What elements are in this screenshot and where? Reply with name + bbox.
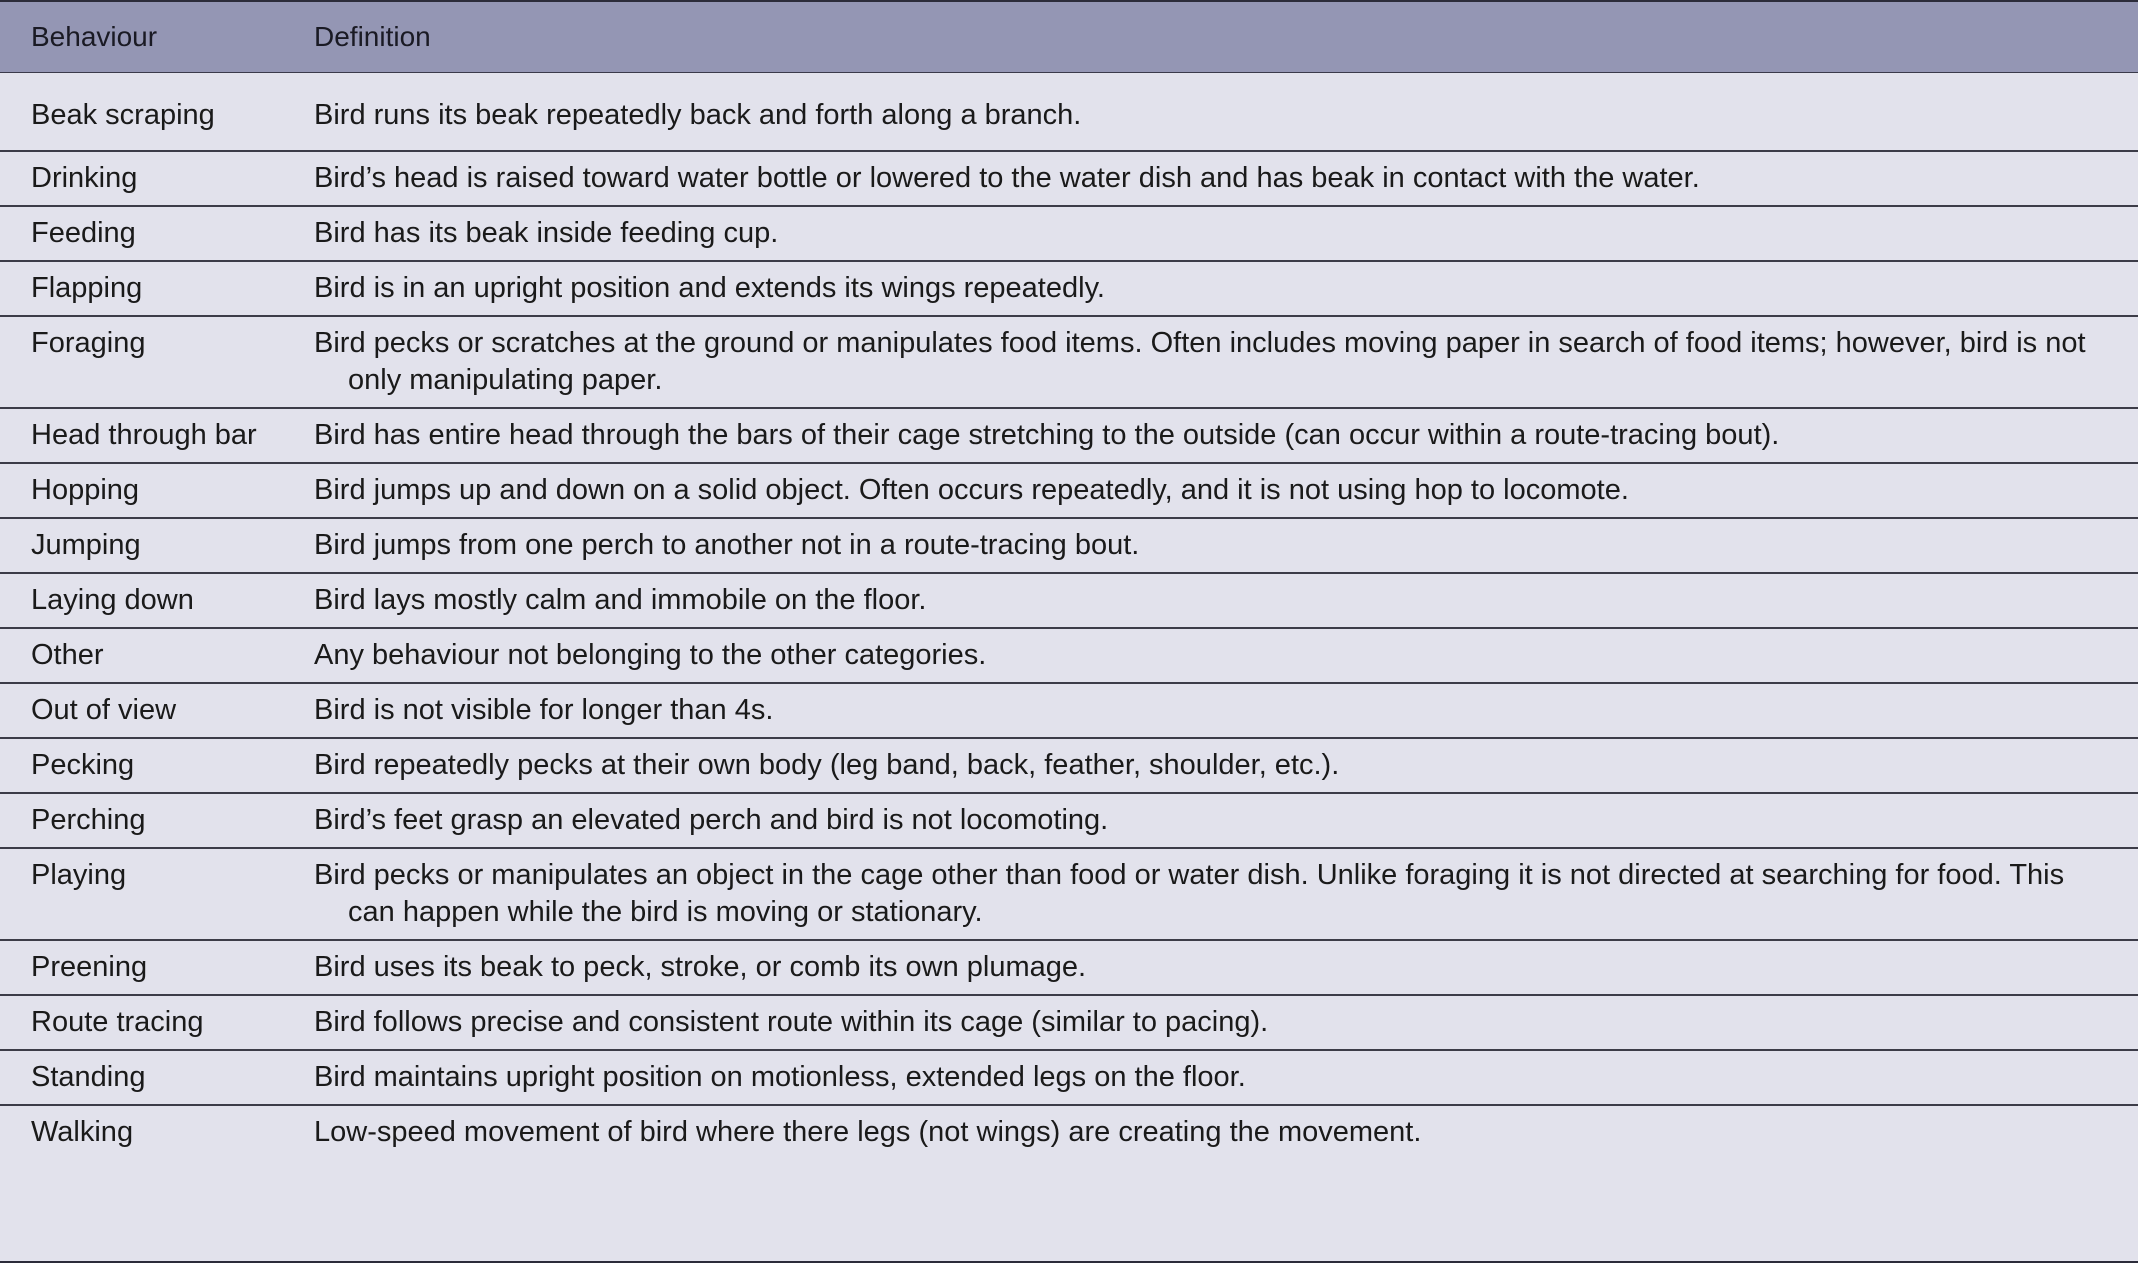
table-row [0,628,2138,683]
definition-cell [282,995,2138,1050]
table-row [0,206,2138,261]
behaviour-cell: Perching [31,803,146,836]
table-row [0,940,2138,995]
table-row [0,793,2138,848]
header-behaviour: Behaviour [31,20,158,52]
behaviour-cell: Other [31,638,104,671]
table-row [0,316,2138,408]
definition-cell [282,89,2138,151]
definition-cell [282,261,2138,316]
definition-text: Bird pecks or manipulates an object in the cage other than food or water dish. Unlike foraging it is not directed at searching for food. This can happen while the bird is moving or stationary. [314,858,2065,928]
behaviour-cell: Flapping [31,271,143,304]
definition-text: Bird has its beak inside feeding cup. [314,216,779,249]
table-row [0,89,2138,151]
definition-cell [282,518,2138,573]
table-row [0,408,2138,463]
definition-cell [282,151,2138,206]
definition-cell [282,316,2138,408]
behaviour-cell: Hopping [31,473,140,506]
behaviour-cell: Preening [31,950,148,983]
behaviour-cell: Jumping [31,528,141,561]
table-row [0,1105,2138,1159]
definition-text: Bird is not visible for longer than 4s. [314,693,774,726]
definition-cell [282,1050,2138,1105]
definition-cell [282,738,2138,793]
header-definition: Definition [314,20,431,52]
definition-text: Bird uses its beak to peck, stroke, or comb its own plumage. [314,950,1087,983]
table-row [0,573,2138,628]
table-row [0,683,2138,738]
table-row [0,463,2138,518]
behaviour-cell: Playing [31,858,127,891]
table-row [0,995,2138,1050]
definition-text: Bird runs its beak repeatedly back and forth along a branch. [314,98,1082,131]
definition-text: Bird’s feet grasp an elevated perch and bird is not locomoting. [314,803,1109,836]
definition-cell [282,628,2138,683]
definition-text: Low-speed movement of bird where there legs (not wings) are creating the movement. [314,1115,1422,1148]
definition-cell [282,1105,2138,1159]
definition-text: Bird maintains upright position on motionless, extended legs on the floor. [314,1060,1246,1093]
table-row [0,848,2138,940]
definition-cell [282,848,2138,940]
definition-text: Bird pecks or scratches at the ground or manipulates food items. Often includes moving paper in search of food items; however, bird is not only manipulating paper. [314,326,2086,396]
behaviour-cell: Pecking [31,748,135,781]
behaviour-cell: Walking [31,1115,134,1148]
table-row [0,738,2138,793]
definition-text: Bird follows precise and consistent route within its cage (similar to pacing). [314,1005,1269,1038]
definition-text: Bird repeatedly pecks at their own body (leg band, back, feather, shoulder, etc.). [314,748,1340,781]
behaviour-cell: Feeding [31,216,136,249]
definition-text: Bird has entire head through the bars of their cage stretching to the outside (can occur within a route-tracing bout). [314,418,1780,451]
definition-cell [282,683,2138,738]
definition-text: Bird lays mostly calm and immobile on the floor. [314,583,927,616]
behaviour-cell: Foraging [31,326,146,359]
definition-text: Bird jumps from one perch to another not in a route-tracing bout. [314,528,1140,561]
definition-text: Bird’s head is raised toward water bottle or lowered to the water dish and has beak in contact with the water. [314,161,1700,194]
table-header-row [0,2,2138,72]
behaviour-cell: Beak scraping [31,98,215,131]
behaviour-cell: Head through bar [31,418,257,451]
definition-text: Bird jumps up and down on a solid object. Often occurs repeatedly, and it is not using hop to locomote. [314,473,1629,506]
definition-cell [282,573,2138,628]
behaviour-cell: Drinking [31,161,138,194]
definition-cell [282,793,2138,848]
behaviour-cell: Laying down [31,583,194,616]
behaviour-cell: Route tracing [31,1005,204,1038]
table [0,2,2138,1159]
behaviour-cell: Standing [31,1060,146,1093]
definition-cell [282,940,2138,995]
table-row [0,518,2138,573]
definition-cell [282,408,2138,463]
table-row [0,1050,2138,1105]
definition-text: Any behaviour not belonging to the other categories. [314,638,987,671]
table-row [0,151,2138,206]
definition-text: Bird is in an upright position and extends its wings repeatedly. [314,271,1105,304]
behaviour-cell: Out of view [31,693,177,726]
definition-cell [282,463,2138,518]
definition-cell [282,206,2138,261]
table-row [0,261,2138,316]
